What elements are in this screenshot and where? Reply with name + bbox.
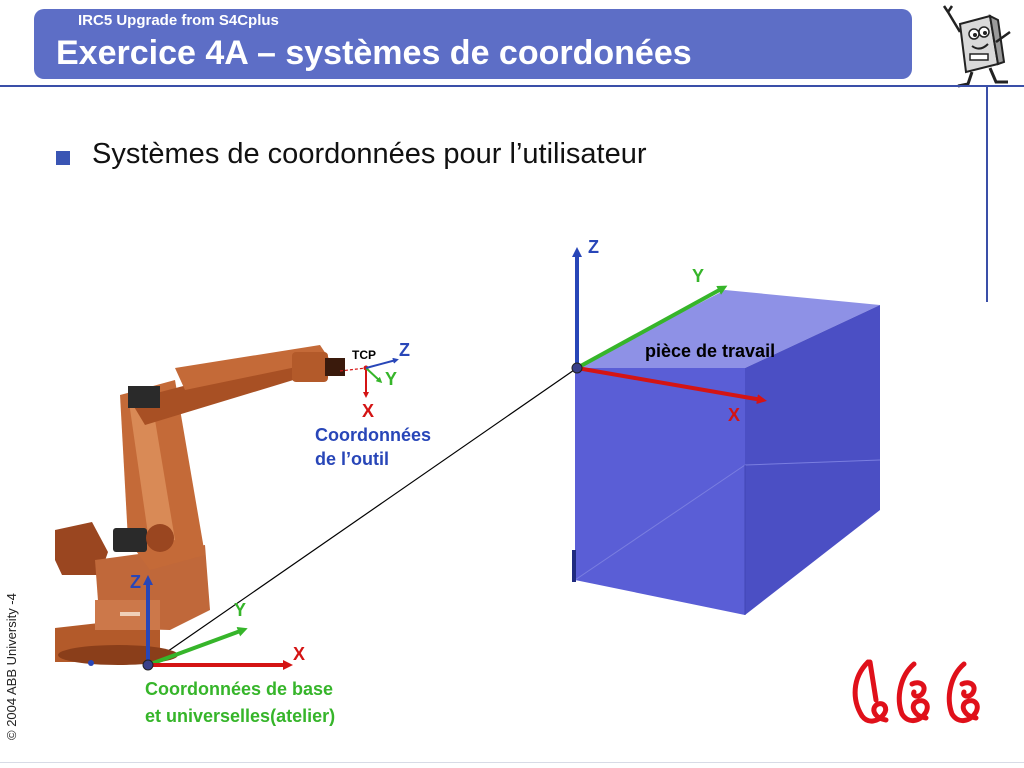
workpiece-box: [572, 290, 880, 615]
workpiece-x-label: X: [728, 405, 741, 425]
workpiece-label: pièce de travail: [645, 341, 776, 361]
copyright-notice: © 2004 ABB University -4: [4, 593, 19, 740]
base-z-label: Z: [130, 572, 141, 592]
tcp-label: TCP: [352, 348, 376, 362]
course-title: IRC5 Upgrade from S4Cplus: [78, 12, 279, 29]
tool-caption-line1: Coordonnées: [315, 425, 432, 445]
tool-y-axis: [366, 368, 380, 381]
robot-arm: [55, 345, 345, 665]
base-caption-line2: et universelles(atelier): [145, 706, 336, 726]
tool-x-label: X: [362, 401, 375, 421]
base-y-axis: [148, 630, 243, 665]
workpiece-z-label: Z: [588, 237, 599, 257]
base-caption-line1: Coordonnées de base: [145, 679, 334, 699]
slide-title: Exercice 4A – systèmes de coordonées: [56, 34, 692, 72]
bullet-text: Systèmes de coordonnées pour l’utilisateur: [92, 138, 647, 170]
workpiece-y-label: Y: [692, 266, 705, 286]
tool-y-label: Y: [385, 369, 398, 389]
workpiece-origin: [572, 363, 582, 373]
base-origin: [143, 660, 153, 670]
tool-caption-line2: de l’outil: [315, 449, 389, 469]
footer-divider-line: [0, 762, 1024, 763]
base-x-label: X: [293, 644, 306, 664]
base-y-label: Y: [234, 600, 247, 620]
tool-z-label: Z: [399, 340, 410, 360]
abb-signature-logo: [848, 656, 1000, 728]
